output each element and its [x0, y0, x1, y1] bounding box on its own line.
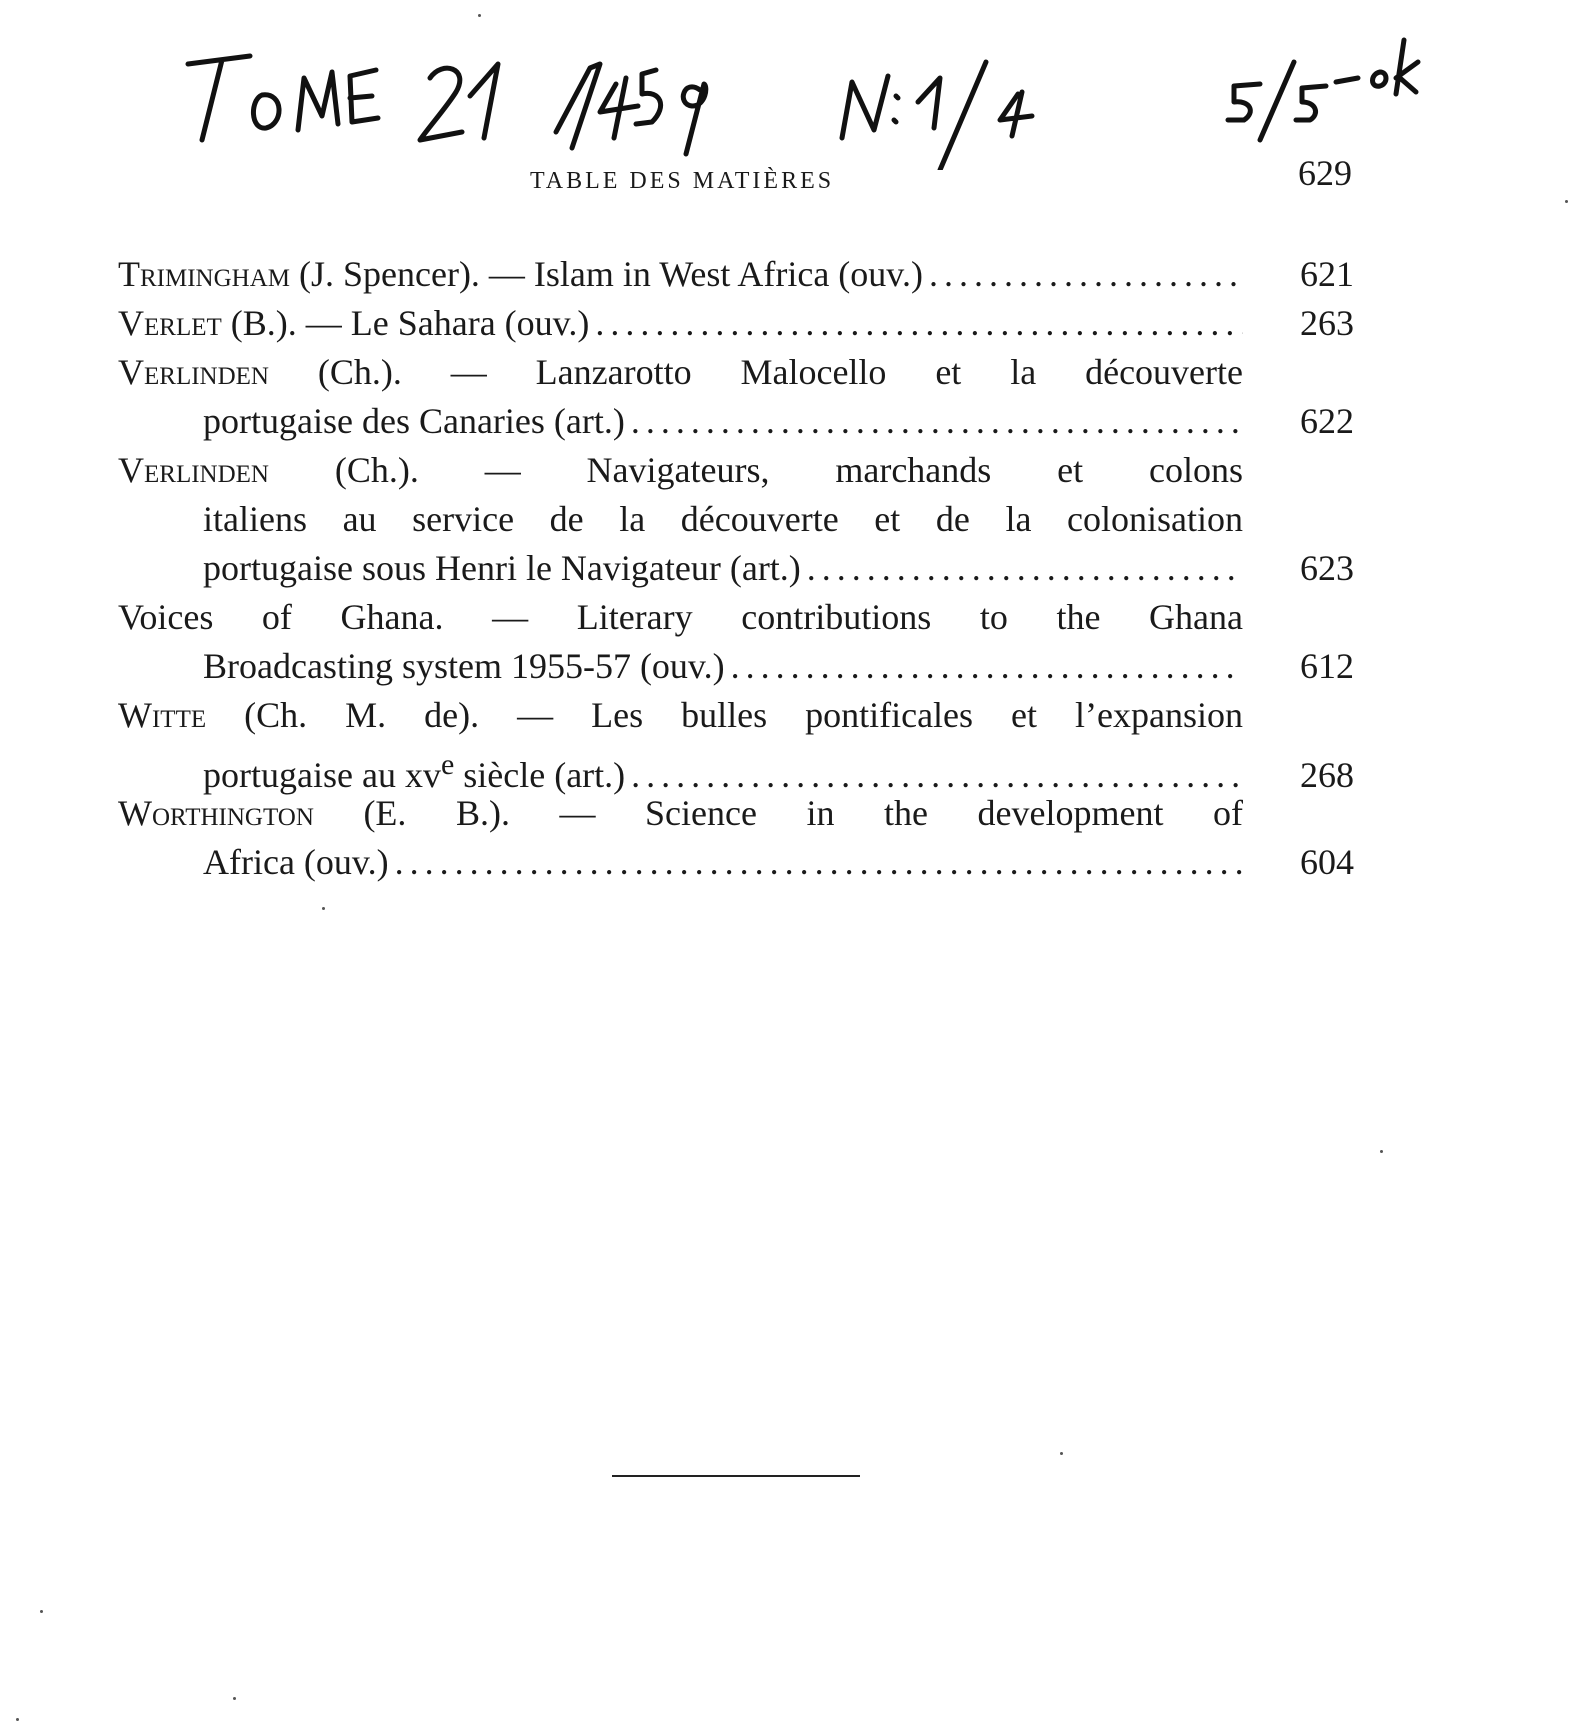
entry-author: Verlinden	[118, 450, 269, 490]
toc-entry	[118, 250, 1354, 299]
toc-entry	[118, 691, 1354, 795]
scan-speck	[40, 1610, 43, 1613]
entry-title: (Ch.). — Lanzarotto Malocello et la découverte	[268, 352, 1243, 392]
dot-leader	[589, 299, 1243, 348]
entry-title-continued: portugaise sous Henri le Navigateur (art.)	[203, 548, 801, 588]
dot-leader	[725, 642, 1243, 691]
handwritten-annotation	[180, 20, 1560, 170]
dot-leader	[923, 250, 1243, 299]
scan-speck	[1060, 1452, 1063, 1455]
toc-entry	[118, 446, 1354, 593]
toc-entry	[118, 789, 1354, 887]
entry-author: Witte	[118, 695, 207, 735]
entry-title-continued: portugaise au xv	[203, 755, 441, 795]
entry-page: 612	[1300, 646, 1354, 686]
scan-speck	[233, 1697, 236, 1700]
entry-author: Verlinden	[118, 352, 269, 392]
entry-author: Worthington	[118, 793, 314, 833]
scan-speck	[16, 1718, 19, 1721]
entry-author: Trimingham	[118, 254, 290, 294]
entry-page: 268	[1300, 755, 1354, 795]
entry-title: (Ch.). — Navigateurs, marchands et colons	[268, 450, 1243, 490]
dot-leader	[625, 397, 1243, 446]
entry-title-continued: Africa (ouv.)	[203, 842, 389, 882]
entry-title: (J. Spencer). — Islam in West Africa (ouv.)	[290, 254, 923, 294]
toc-entry	[118, 593, 1354, 691]
entry-title: Voices of Ghana. — Literary contributions to the Ghana	[118, 597, 1243, 637]
entry-title: (B.). — Le Sahara (ouv.)	[221, 303, 590, 343]
table-of-contents	[118, 250, 1354, 887]
toc-entry	[118, 348, 1354, 446]
entry-title-continued: siècle (art.)	[454, 755, 626, 795]
entry-page: 621	[1300, 254, 1354, 294]
entry-author: Verlet	[118, 303, 222, 343]
scan-speck	[1380, 1150, 1383, 1153]
entry-page: 604	[1300, 842, 1354, 882]
entry-title: (Ch. M. de). — Les bulles pontificales et l’expansion	[206, 695, 1243, 735]
page-number: 629	[1298, 153, 1352, 193]
scan-speck	[322, 907, 325, 910]
entry-title-continued: portugaise des Canaries (art.)	[203, 401, 625, 441]
scan-speck	[1565, 200, 1568, 203]
entry-title: (E. B.). — Science in the development of	[313, 793, 1243, 833]
toc-entry	[118, 299, 1354, 348]
entry-page: 622	[1300, 401, 1354, 441]
superscript: e	[440, 748, 455, 781]
entry-title-continued: Broadcasting system 1955-57 (ouv.)	[203, 646, 725, 686]
running-head: TABLE DES MATIÈRES	[530, 168, 835, 194]
entry-title-continued: italiens au service de la découverte et de la colonisation	[203, 499, 1243, 539]
dot-leader	[389, 838, 1243, 887]
entry-page: 623	[1300, 548, 1354, 588]
entry-page: 263	[1300, 303, 1354, 343]
scan-speck	[478, 14, 481, 17]
dot-leader	[801, 544, 1243, 593]
end-rule	[612, 1475, 860, 1477]
